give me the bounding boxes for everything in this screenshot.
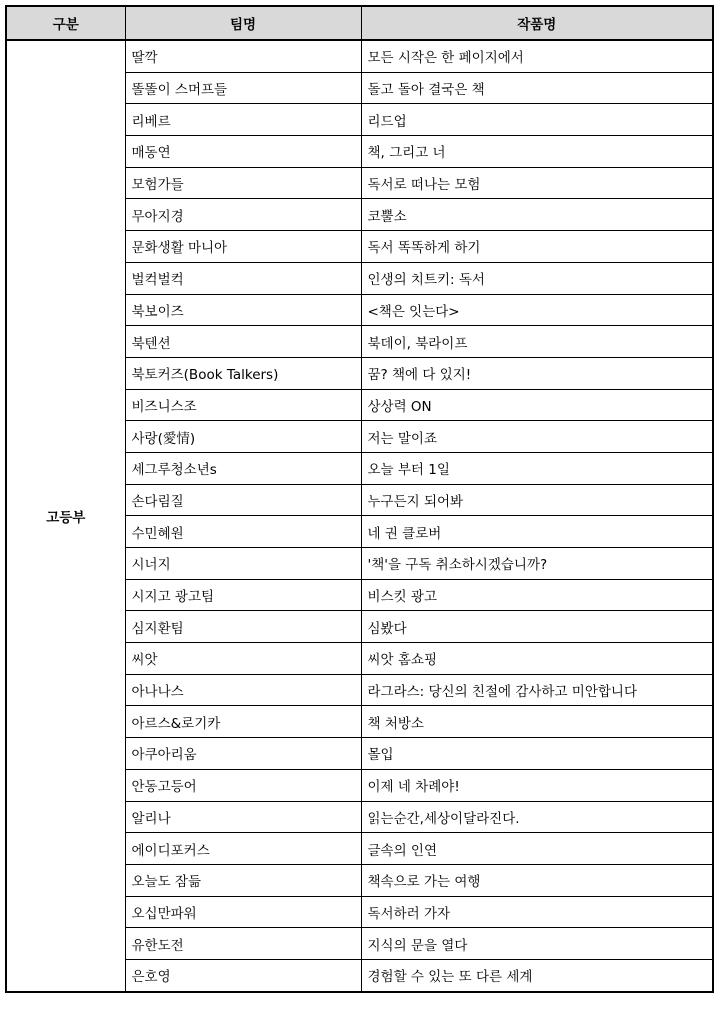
team-name-cell: 오십만파워 <box>125 896 361 928</box>
work-title-cell: 경험할 수 있는 또 다른 세계 <box>361 959 713 991</box>
team-name-cell: 아나나스 <box>125 674 361 706</box>
work-title-cell: 코뿔소 <box>361 199 713 231</box>
team-name-cell: 아쿠아리움 <box>125 738 361 770</box>
team-name-cell: 아르스&로기카 <box>125 706 361 738</box>
work-title-cell: 돌고 돌아 결국은 책 <box>361 72 713 104</box>
work-title-cell: 비스킷 광고 <box>361 579 713 611</box>
team-name-cell: 문화생활 마니아 <box>125 231 361 263</box>
work-title-cell: 독서로 떠나는 모험 <box>361 167 713 199</box>
work-title-cell: 몰입 <box>361 738 713 770</box>
team-name-cell: 에이디포커스 <box>125 833 361 865</box>
team-name-cell: 북보이즈 <box>125 294 361 326</box>
work-title-cell: 꿈? 책에 다 있지! <box>361 357 713 389</box>
work-title-cell: 독서하러 가자 <box>361 896 713 928</box>
team-name-cell: 안동고등어 <box>125 769 361 801</box>
team-name-cell: 똘똘이 스머프들 <box>125 72 361 104</box>
work-title-cell: 모든 시작은 한 페이지에서 <box>361 40 713 72</box>
work-title-cell: 저는 말이죠 <box>361 421 713 453</box>
team-works-table <box>5 5 714 993</box>
team-name-cell: 비즈니스조 <box>125 389 361 421</box>
work-title-cell: 지식의 문을 열다 <box>361 928 713 960</box>
work-title-cell: 리드업 <box>361 104 713 136</box>
team-name-cell: 딸깍 <box>125 40 361 72</box>
work-title-cell: <책은 잇는다> <box>361 294 713 326</box>
division-cell: 고등부 <box>6 40 125 992</box>
team-name-cell: 손다림질 <box>125 484 361 516</box>
work-title-cell: 읽는순간,세상이달라진다. <box>361 801 713 833</box>
team-name-cell: 시너지 <box>125 548 361 580</box>
team-name-cell: 모험가들 <box>125 167 361 199</box>
work-title-cell: 북데이, 북라이프 <box>361 326 713 358</box>
team-name-cell: 북토커즈(Book Talkers) <box>125 357 361 389</box>
team-name-cell: 사랑(愛情) <box>125 421 361 453</box>
team-name-cell: 은호영 <box>125 959 361 991</box>
header-row <box>6 6 713 40</box>
team-name-cell: 시지고 광고팀 <box>125 579 361 611</box>
team-name-cell: 북텐션 <box>125 326 361 358</box>
team-name-cell: 알리나 <box>125 801 361 833</box>
team-name-cell: 수민혜원 <box>125 516 361 548</box>
work-title-cell: 오늘 부터 1일 <box>361 452 713 484</box>
work-title-cell: 상상력 ON <box>361 389 713 421</box>
work-title-cell: 책 처방소 <box>361 706 713 738</box>
table-header <box>6 6 713 40</box>
team-name-cell: 매동연 <box>125 136 361 168</box>
document-page <box>5 5 712 993</box>
work-title-cell: 책속으로 가는 여행 <box>361 864 713 896</box>
team-name-cell: 세그루청소년s <box>125 452 361 484</box>
team-name-cell: 오늘도 잠듦 <box>125 864 361 896</box>
team-name-cell: 벌컥벌컥 <box>125 262 361 294</box>
team-name-cell: 유한도전 <box>125 928 361 960</box>
work-title-cell: 심봤다 <box>361 611 713 643</box>
work-title-cell: 책, 그리고 너 <box>361 136 713 168</box>
work-title-cell: 라그라스: 당신의 친절에 감사하고 미안합니다 <box>361 674 713 706</box>
work-title-cell: 독서 똑똑하게 하기 <box>361 231 713 263</box>
team-name-cell: 무아지경 <box>125 199 361 231</box>
work-title-cell: 이제 네 차례야! <box>361 769 713 801</box>
team-name-cell: 리베르 <box>125 104 361 136</box>
work-title-cell: 씨앗 홈쇼핑 <box>361 643 713 675</box>
header-work: 작품명 <box>361 6 713 40</box>
header-division: 구분 <box>6 6 125 40</box>
work-title-cell: 누구든지 되어봐 <box>361 484 713 516</box>
work-title-cell: 네 권 클로버 <box>361 516 713 548</box>
table-body <box>6 40 713 992</box>
header-team: 팀명 <box>125 6 361 40</box>
work-title-cell: '책'을 구독 취소하시겠습니까? <box>361 548 713 580</box>
work-title-cell: 인생의 치트키: 독서 <box>361 262 713 294</box>
team-name-cell: 심지환팀 <box>125 611 361 643</box>
work-title-cell: 글속의 인연 <box>361 833 713 865</box>
team-name-cell: 씨앗 <box>125 643 361 675</box>
table-row <box>6 40 713 72</box>
